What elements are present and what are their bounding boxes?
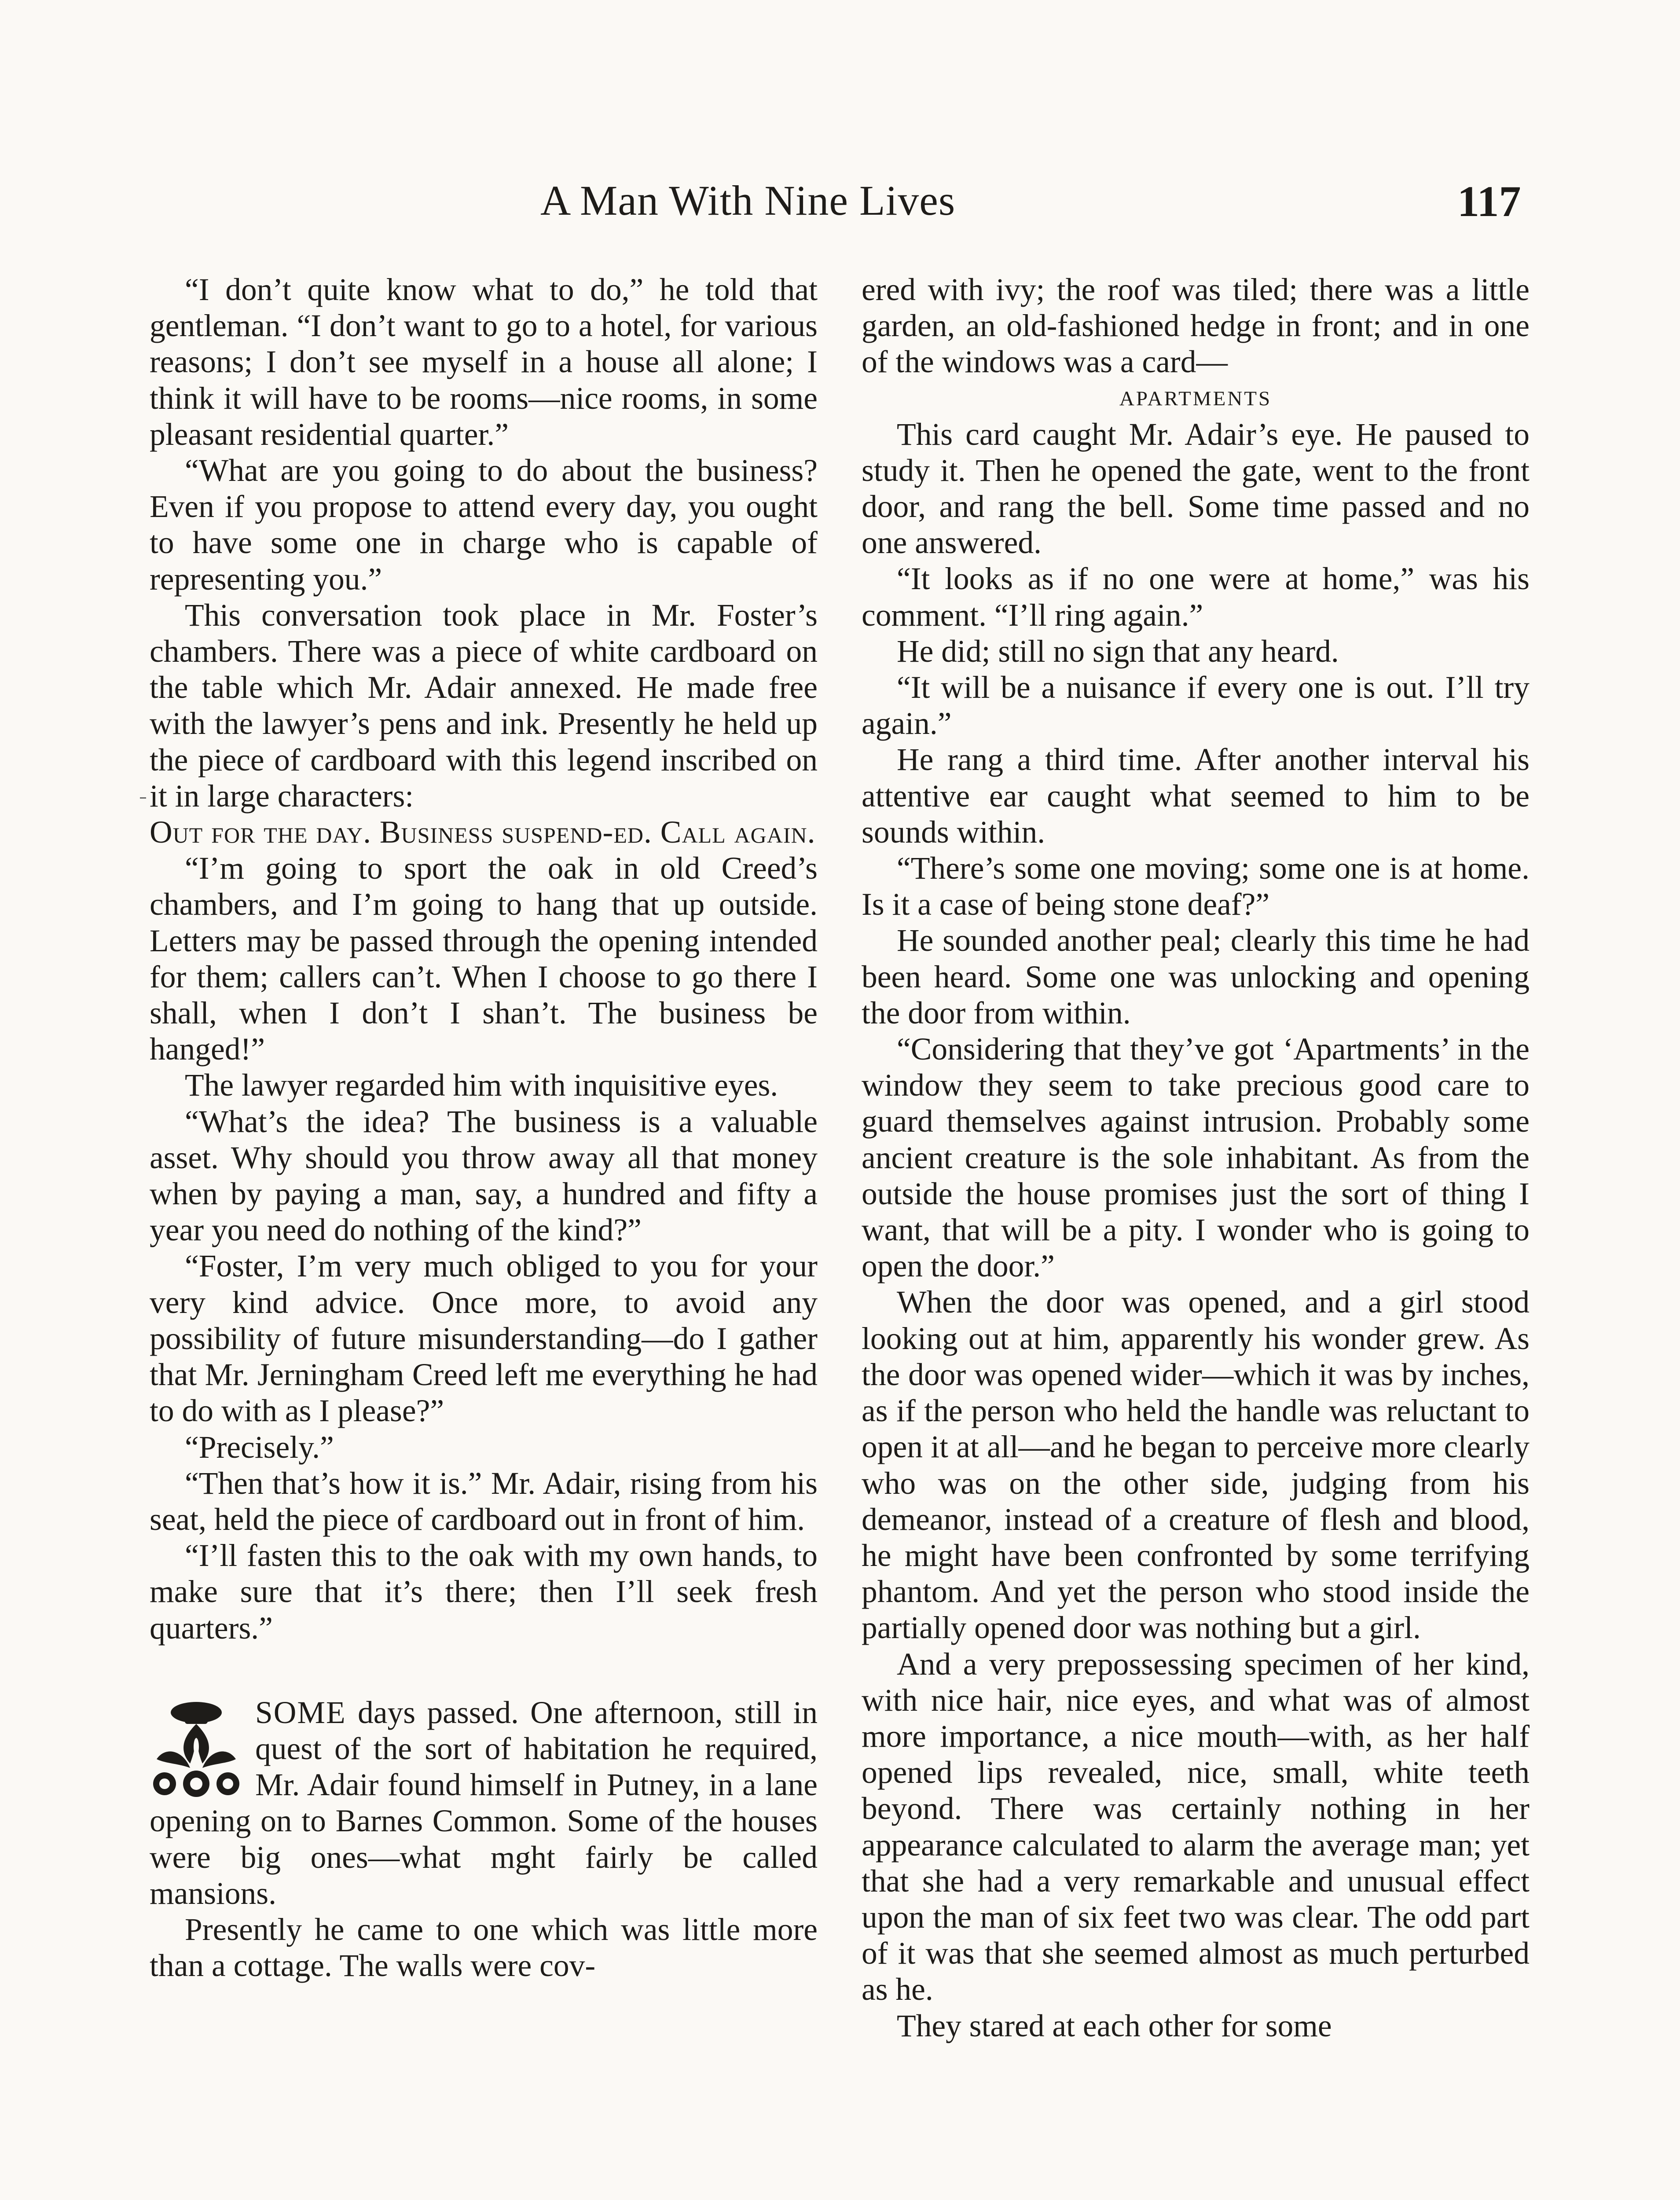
paragraph: “What are you going to do about the business? Even if you propose to attend every day, you ought to have some one in charge who is capable of representing you.” xyxy=(150,453,818,597)
paragraph: “Precisely.” xyxy=(185,1430,334,1465)
paragraph: The lawyer regarded him with inquisitive eyes. xyxy=(185,1068,778,1103)
right-column xyxy=(862,272,1530,2044)
paragraph: “What’s the idea? The business is a valuable asset. Why should you throw away all that money when by paying a man, say, a hundred and fifty a year you need do nothing of the kind?” xyxy=(150,1104,818,1248)
paragraph: They stared at each other for some xyxy=(897,2008,1332,2043)
paragraph: “There’s some one moving; some one is at home. Is it a case of being stone deaf?” xyxy=(862,851,1530,922)
page-number: 117 xyxy=(1457,177,1521,226)
apartments-sign: APARTMENTS xyxy=(1119,387,1272,410)
paragraph: He rang a third time. After another interval his attentive ear caught what seemed to him to be sounds within. xyxy=(862,742,1530,850)
decorative-floral-ornament-icon xyxy=(148,1698,245,1799)
paragraph: This conversation took place in Mr. Foster’s chambers. There was a piece of white cardboard on the table which Mr. Adair annexed. He made free with the lawyer’s pens and ink. Presently he held up the piece of cardboard with this legend inscribed on it in large characters: xyxy=(150,598,818,814)
paragraph: “I don’t quite know what to do,” he told that gentleman. “I don’t want to go to a hotel, for various reasons; I don’t see myself in a house all alone; I think it will have to be rooms—nice rooms, in some pleasant residential quarter.” xyxy=(150,272,818,452)
paragraph: ered with ivy; the roof was tiled; there was a little garden, an old-fashioned hedge in front; and in one of the windows was a card— xyxy=(862,272,1530,380)
paragraph-text: days passed. One afternoon, still in quest of the sort of habitation he required, Mr. Adair found himself in Putney, in a lane opening on to Barnes Common. Some of the houses were big ones—what mght fairly be called mansions. xyxy=(150,1695,818,1911)
paragraph: He did; still no sign that any heard. xyxy=(897,634,1339,669)
paragraph: He sounded another peal; clearly this time he had been heard. Some one was unlocking and opening the door from within. xyxy=(862,923,1530,1030)
paragraph: This card caught Mr. Adair’s eye. He paused to study it. Then he opened the gate, went to the front door, and rang the bell. Some time passed and no one answered. xyxy=(862,417,1530,561)
section-opening-paragraph xyxy=(150,1695,818,1912)
paragraph: “It will be a nuisance if every one is out. I’ll try again.” xyxy=(862,670,1530,741)
running-title: A Man With Nine Lives xyxy=(540,177,956,224)
paragraph: Presently he came to one which was little more than a cottage. The walls were cov- xyxy=(150,1912,818,1984)
paragraph: “It looks as if no one were at home,” was his comment. “I’ll ring again.” xyxy=(862,561,1530,633)
lead-word: SOME xyxy=(255,1695,346,1730)
paragraph: “Foster, I’m very much obliged to you for your very kind advice. Once more, to avoid any possibility of future misunderstanding—do I gather that Mr. Jerningham Creed left me everything he had to do with as I please?” xyxy=(150,1249,818,1429)
page-header xyxy=(0,176,1680,233)
paragraph: “I’m going to sport the oak in old Creed’s chambers, and I’m going to hang that up outside. Letters may be passed through the opening intended for them; callers can’t. When I choose to go there I shall, when I don’t I shan’t. The business be hanged!” xyxy=(150,851,818,1067)
paragraph: “I’ll fasten this to the oak with my own hands, to make sure that it’s there; then I’ll seek fresh quarters.” xyxy=(150,1538,818,1646)
margin-mark xyxy=(140,797,146,799)
paragraph: “Then that’s how it is.” Mr. Adair, rising from his seat, held the piece of cardboard out in front of him. xyxy=(150,1466,818,1537)
left-column xyxy=(150,272,818,1984)
cardboard-notice: Out for the day. Business suspend-ed. Call again. xyxy=(150,815,816,850)
paragraph: When the door was opened, and a girl stood looking out at him, apparently his wonder grew. As the door was opened wider—which it was by inches, as if the person who held the handle was reluctant to open it at all—and he began to perceive more clearly who was on the other side, judging from his demeanor, instead of a creature of flesh and blood, he might have been confronted by some terrifying phantom. And yet the person who stood inside the partially opened door was nothing but a girl. xyxy=(862,1285,1530,1646)
paragraph: “Considering that they’ve got ‘Apartments’ in the window they seem to take precious good care to guard themselves against intrusion. Probably some ancient creature is the sole inhabitant. As from the outside the house promises just the sort of thing I want, that will be a pity. I wonder who is going to open the door.” xyxy=(862,1032,1530,1284)
paragraph: And a very prepossessing specimen of her kind, with nice hair, nice eyes, and what was of almost more importance, a nice mouth—with, as her half opened lips revealed, nice, small, white teeth beyond. There was certainly nothing in her appearance calculated to alarm the average man; yet that she had a very remarkable and unusual effect upon the man of six feet two was clear. The odd part of it was that she seemed almost as much perturbed as he. xyxy=(862,1646,1530,2007)
